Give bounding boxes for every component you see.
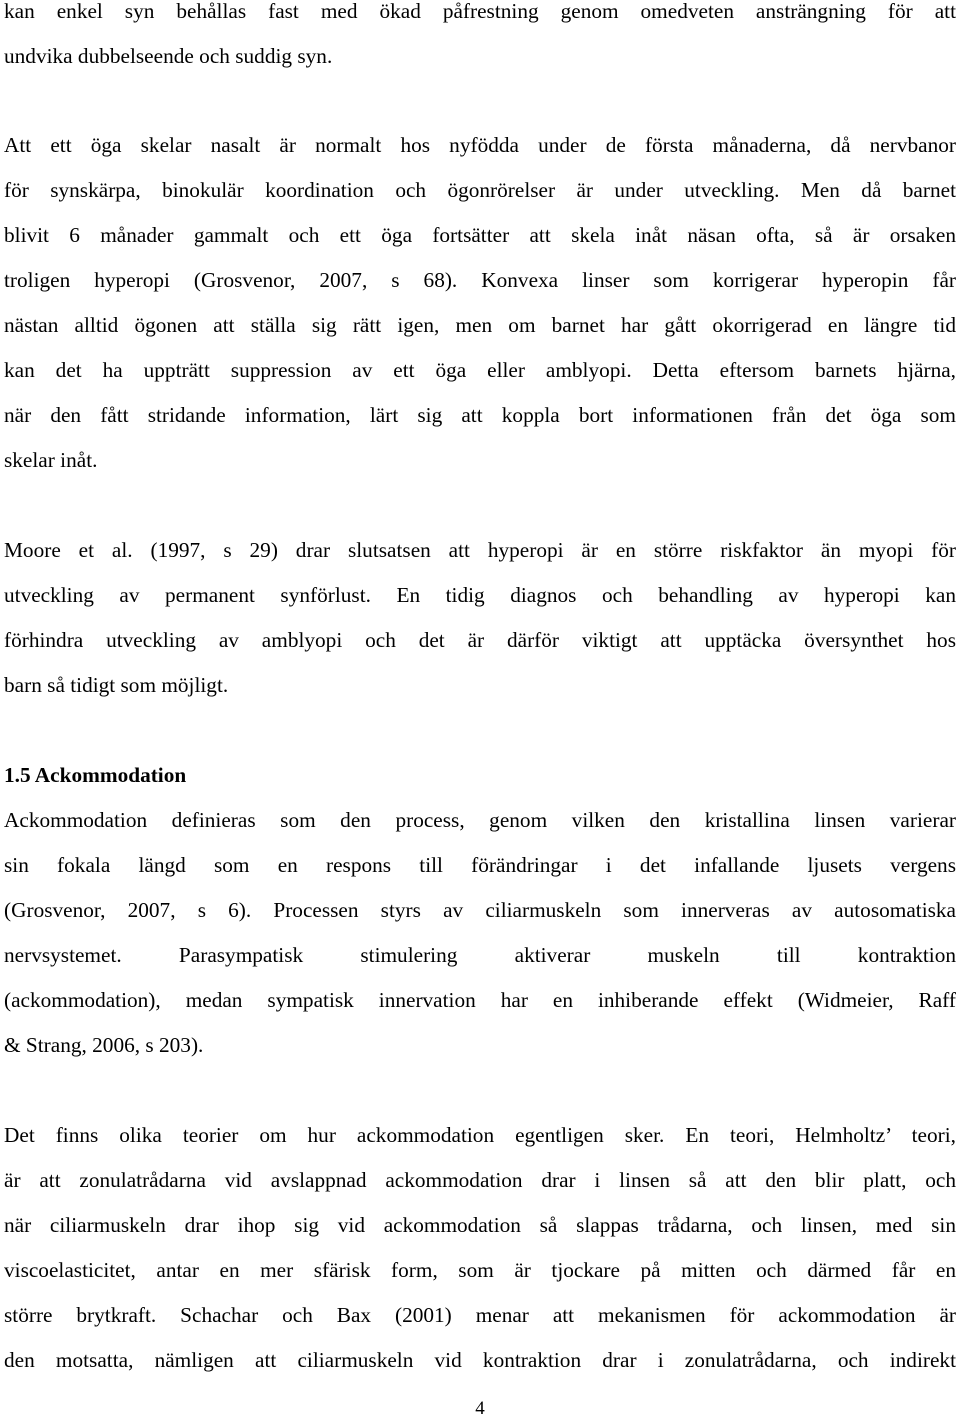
paragraph-line: Ackommodation definieras som den process, genom vilken den kristallina linsen varierar xyxy=(4,808,956,832)
paragraph-line: skelar inåt. xyxy=(4,448,98,472)
paragraph-line: viscoelasticitet, antar en mer sfärisk form, som är tjockare på mitten och därmed får en xyxy=(4,1258,956,1282)
section-heading: 1.5 Ackommodation xyxy=(4,763,187,787)
paragraph-line: Att ett öga skelar nasalt är normalt hos nyfödda under de första månaderna, då nervbanor xyxy=(4,133,956,157)
paragraph-line: kan enkel syn behållas fast med ökad påfrestning genom omedveten ansträngning för att xyxy=(4,0,956,23)
paragraph-line: nästan alltid ögonen att ställa sig rätt igen, men om barnet har gått okorrigerad en längre tid xyxy=(4,313,956,337)
paragraph-line: barn så tidigt som möjligt. xyxy=(4,673,229,697)
paragraph-line: utveckling av permanent synförlust. En tidig diagnos och behandling av hyperopi kan xyxy=(4,583,956,607)
paragraph-line: troligen hyperopi (Grosvenor, 2007, s 68). Konvexa linser som korrigerar hyperopin får xyxy=(4,268,956,292)
paragraph-line: när ciliarmuskeln drar ihop sig vid ackommodation så slappas trådarna, och linsen, med sin xyxy=(4,1213,956,1237)
paragraph-line: Moore et al. (1997, s 29) drar slutsatsen att hyperopi är en större riskfaktor än myopi för xyxy=(4,538,956,562)
paragraph-line: nervsystemet. Parasympatisk stimulering aktiverar muskeln till kontraktion xyxy=(4,943,956,967)
paragraph-line: för synskärpa, binokulär koordination och ögonrörelser är under utveckling. Men då barnet xyxy=(4,178,956,202)
page-number: 4 xyxy=(475,1398,485,1419)
paragraph-line: & Strang, 2006, s 203). xyxy=(4,1033,204,1057)
paragraph-line: den motsatta, nämligen att ciliarmuskeln vid kontraktion drar i zonulatrådarna, och indirekt xyxy=(4,1348,956,1372)
paragraph-line: är att zonulatrådarna vid avslappnad ackommodation drar i linsen så att den blir platt, och xyxy=(4,1168,956,1192)
paragraph-line: kan det ha uppträtt suppression av ett öga eller amblyopi. Detta eftersom barnets hjärna, xyxy=(4,358,956,382)
paragraph-line: Det finns olika teorier om hur ackommodation egentligen sker. En teori, Helmholtz’ teori, xyxy=(4,1123,956,1147)
paragraph-line: undvika dubbelseende och suddig syn. xyxy=(4,44,333,68)
paragraph-line: sin fokala längd som en respons till förändringar i det infallande ljusets vergens xyxy=(4,853,956,877)
paragraph-line: förhindra utveckling av amblyopi och det är därför viktigt att upptäcka översynthet hos xyxy=(4,628,956,652)
paragraph-line: större brytkraft. Schachar och Bax (2001) menar att mekanismen för ackommodation är xyxy=(4,1303,956,1327)
paragraph-line: (Grosvenor, 2007, s 6). Processen styrs av ciliarmuskeln som innerveras av autosomatiska xyxy=(4,898,956,922)
paragraph-line: blivit 6 månader gammalt och ett öga fortsätter att skela inåt näsan ofta, så är orsaken xyxy=(4,223,956,247)
paragraph-line: när den fått stridande information, lärt sig att koppla bort informationen från det öga som xyxy=(4,403,956,427)
paragraph-line: (ackommodation), medan sympatisk innervation har en inhiberande effekt (Widmeier, Raff xyxy=(4,988,956,1012)
